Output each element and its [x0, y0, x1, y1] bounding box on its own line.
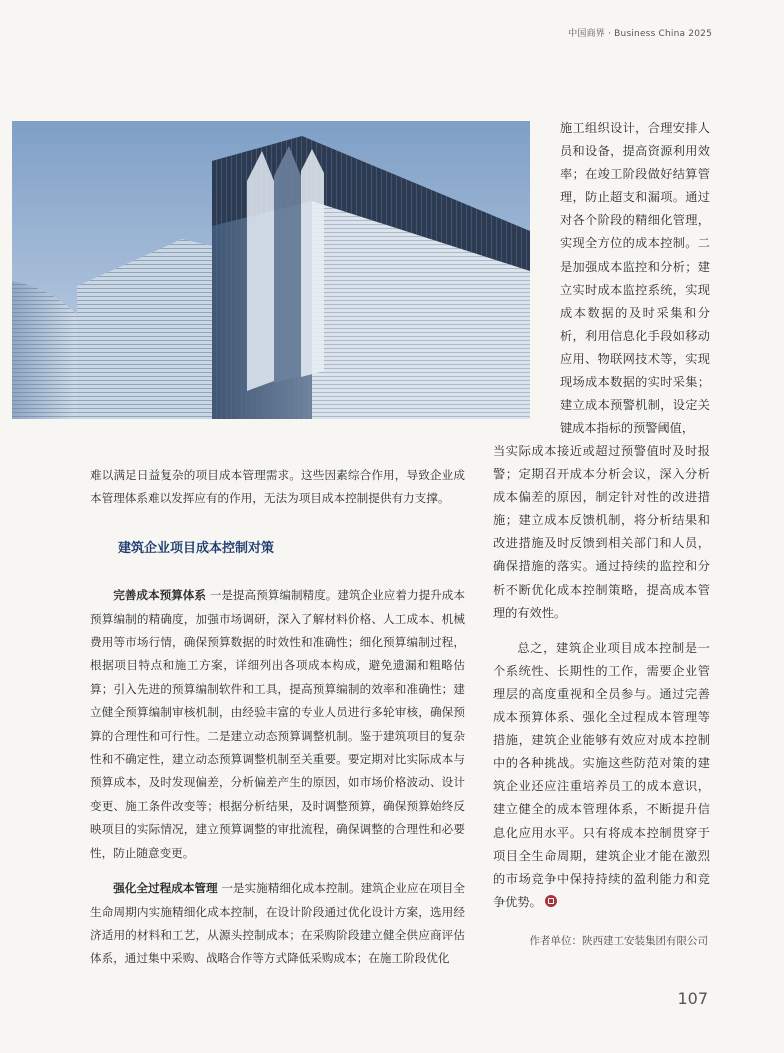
- skyscraper-image: [12, 121, 530, 419]
- right-column-top-text: 施工组织设计，合理安排人员和设备，提高资源利用效率；在竣工阶段做好结算管理，防止超支和漏项。通过对各个阶段的精细化管理，实现全方位的成本控制。二是加强成本监控和分析；建立实时成本监控系统，实现成本数据的及时采集和分析，利用信息化手段如移动应用、物联网技术等，实现现场成本数据的实时采集；建立成本预警机制，设定关键成本指标的预警阈值，: [560, 121, 710, 436]
- author-affiliation: 作者单位：陕西建工安装集团有限公司: [529, 935, 708, 947]
- running-header: 中国商界 · Business China 2025: [568, 29, 712, 39]
- para1-lead: 完善成本预算体系: [113, 588, 207, 603]
- section-title: 建筑企业项目成本控制对策: [118, 540, 275, 556]
- left-column: [90, 464, 465, 971]
- right-paragraph-1: 当实际成本接近或超过预警值时及时报警；定期召开成本分析会议，深入分析成本偏差的原因，制定针对性的改进措施；建立成本反馈机制，将分析结果和改进措施及时反馈到相关部门和人员，确保措施的落实。通过持续的监控和分析不断优化成本控制策略，提高成本管理的有效性。: [493, 444, 710, 620]
- conclusion-text: 总之，建筑企业项目成本控制是一个系统性、长期性的工作，需要企业管理层的高度重视和全员参与。通过完善成本预算体系、强化全过程成本管理等措施，建筑企业能够有效应对成本控制中的各种挑战。实施这些防范对策的建筑企业还应注重培养员工的成本意识，建立健全的成本管理体系，不断提升信息化应用水平。只有将成本控制贯穿于项目全生命周期，建筑企业才能在激烈的市场竞争中保持持续的盈利能力和竞争优势。: [493, 640, 710, 909]
- para2-lead: 强化全过程成本管理: [113, 881, 218, 896]
- end-mark-icon: [545, 895, 557, 907]
- para2-text: 一是实施精细化成本控制。建筑企业应在项目全生命周期内实施精细化成本控制，在设计阶段通过优化设计方案，选用经济适用的材料和工艺，从源头控制成本；在采购阶段建立健全供应商评估体系，通过集中采购、战略合作等方式降低采购成本；在施工阶段优化: [90, 881, 465, 966]
- building-photo: [12, 121, 530, 419]
- para1-text: 一是提高预算编制精度。建筑企业应着力提升成本预算编制的精确度，加强市场调研，深入了解材料价格、人工成本、机械费用等市场行情，确保预算数据的时效性和准确性；细化预算编制过程，根据项目特点和施工方案，详细列出各项成本构成，避免遗漏和粗略估算；引入先进的预算编制软件和工具，提高预算编制的效率和准确性；建立健全预算编制审核机制，由经验丰富的专业人员进行多轮审核，确保预算的合理性和可行性。二是建立动态预算调整机制。鉴于建筑项目的复杂性和不确定性，建立动态预算调整机制至关重要。要定期对比实际成本与预算成本，及时发现偏差，分析偏差产生的原因，如市场价格波动、设计变更、施工条件改变等；根据分析结果，及时调整预算，确保预算始终反映项目的实际情况，建立预算调整的审批流程，确保调整的合理性和必要性，防止随意变更。: [90, 588, 465, 860]
- left-paragraph-2: [90, 877, 465, 971]
- page-number: 107: [677, 989, 708, 1008]
- left-paragraph-0: 难以满足日益复杂的项目成本管理需求。这些因素综合作用，导致企业成本管理体系难以发挥应有的作用，无法为项目成本控制提供有力支撑。: [90, 468, 465, 506]
- left-paragraph-1: [90, 584, 465, 865]
- right-paragraph-2: [493, 637, 710, 914]
- right-column: [493, 440, 710, 914]
